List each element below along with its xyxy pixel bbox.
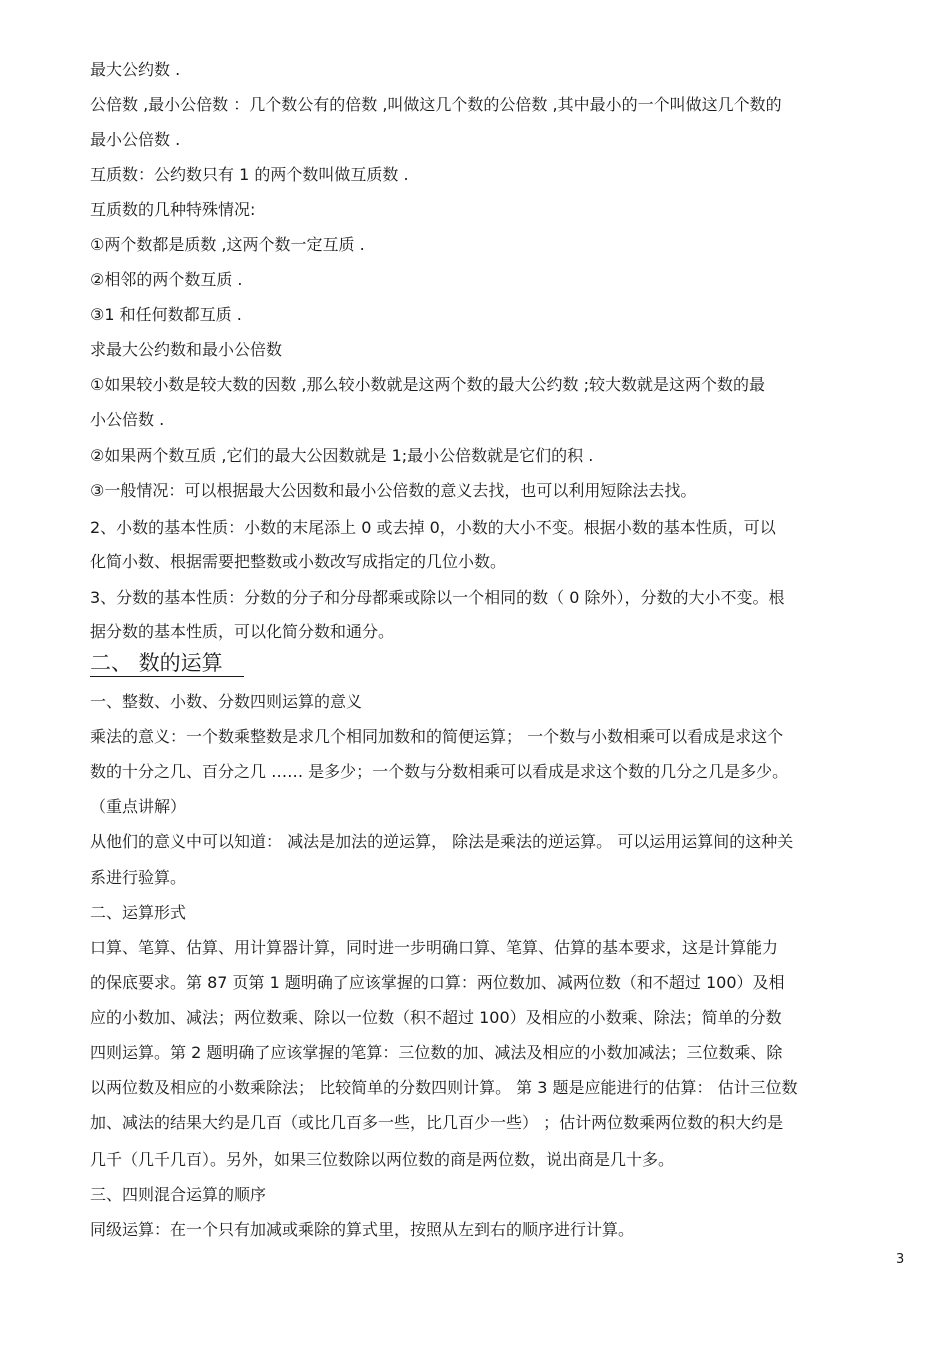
text-line: 互质数：公约数只有 1 的两个数叫做互质数 . (90, 165, 409, 184)
text-line: ①如果较小数是较大数的因数 ,那么较小数就是这两个数的最大公约数 ;较大数就是这两个数的最 (90, 375, 765, 394)
text-line: 最大公约数 . (90, 60, 181, 79)
text-line: 三、四则混合运算的顺序 (90, 1185, 267, 1204)
text-line: ①两个数都是质数 ,这两个数一定互质 . (90, 235, 365, 254)
text-line: 据分数的基本性质，可以化简分数和通分。 (90, 622, 395, 641)
text-line: ③一般情况：可以根据最大公因数和最小公倍数的意义去找，也可以利用短除法去找。 (90, 481, 697, 500)
text-line: 应的小数加、减法；两位数乘、除以一位数（积不超过 100）及相应的小数乘、除法；简单的分数 (90, 1008, 782, 1027)
text-line: 以两位数及相应的小数乘除法； 比较简单的分数四则计算。 第 3 题是应能进行的估算： 估计三位数 (90, 1078, 798, 1097)
text-line: 求最大公约数和最小公倍数 (90, 340, 283, 359)
text-line: 口算、笔算、估算、用计算器计算，同时进一步明确口算、笔算、估算的基本要求，这是计算能力 (90, 938, 779, 957)
text-line: ②相邻的两个数互质 . (90, 270, 243, 289)
text-line: 几千（几千几百）。另外，如果三位数除以两位数的商是两位数，说出商是几十多。 (90, 1150, 675, 1169)
text-line: 同级运算：在一个只有加减或乘除的算式里，按照从左到右的顺序进行计算。 (90, 1220, 635, 1239)
text-line: 系进行验算。 (90, 868, 187, 887)
text-line: 乘法的意义：一个数乘整数是求几个相同加数和的简便运算； 一个数与小数相乘可以看成是求这个 (90, 727, 784, 746)
text-line: 3、分数的基本性质：分数的分子和分母都乘或除以一个相同的数（ 0 除外），分数的大小不变。根 (90, 588, 785, 607)
text-line: 小公倍数 . (90, 410, 165, 429)
text-line: 从他们的意义中可以知道： 减法是加法的逆运算， 除法是乘法的逆运算。 可以运用运算间的这种关 (90, 832, 794, 851)
text-line: 一、整数、小数、分数四则运算的意义 (90, 692, 363, 711)
text-line: 化简小数、根据需要把整数或小数改写成指定的几位小数。 (90, 552, 507, 571)
text-line: 互质数的几种特殊情况: (90, 200, 256, 219)
text-line: 二、运算形式 (90, 903, 187, 922)
section-heading: 二、 数的运算 (90, 651, 223, 675)
text-line: 2、小数的基本性质：小数的末尾添上 0 或去掉 0，小数的大小不变。根据小数的基本性质，可以 (90, 518, 776, 537)
text-line: （重点讲解） (90, 797, 187, 816)
text-line: ②如果两个数互质 ,它们的最大公因数就是 1;最小公倍数就是它们的积 . (90, 446, 594, 465)
page-number: 3 (896, 1252, 905, 1267)
text-line: 的保底要求。第 87 页第 1 题明确了应该掌握的口算：两位数加、减两位数（和不超过 100）及相 (90, 973, 785, 992)
text-line: 公倍数 ,最小公倍数 ：几个数公有的倍数 ,叫做这几个数的公倍数 ,其中最小的一个叫做这几个数的 (90, 95, 782, 114)
text-line: 四则运算。第 2 题明确了应该掌握的笔算：三位数的加、减法及相应的小数加减法；三位数乘、除 (90, 1043, 783, 1062)
text-line: 最小公倍数 . (90, 130, 181, 149)
text-line: 数的十分之几、百分之几 …… 是多少；一个数与分数相乘可以看成是求这个数的几分之几是多少。 (90, 762, 789, 781)
text-line: ③1 和任何数都互质 . (90, 305, 242, 324)
text-line: 加、减法的结果大约是几百（或比几百多一些，比几百少一些） ；估计两位数乘两位数的积大约是 (90, 1113, 784, 1132)
heading-underline (90, 676, 244, 677)
